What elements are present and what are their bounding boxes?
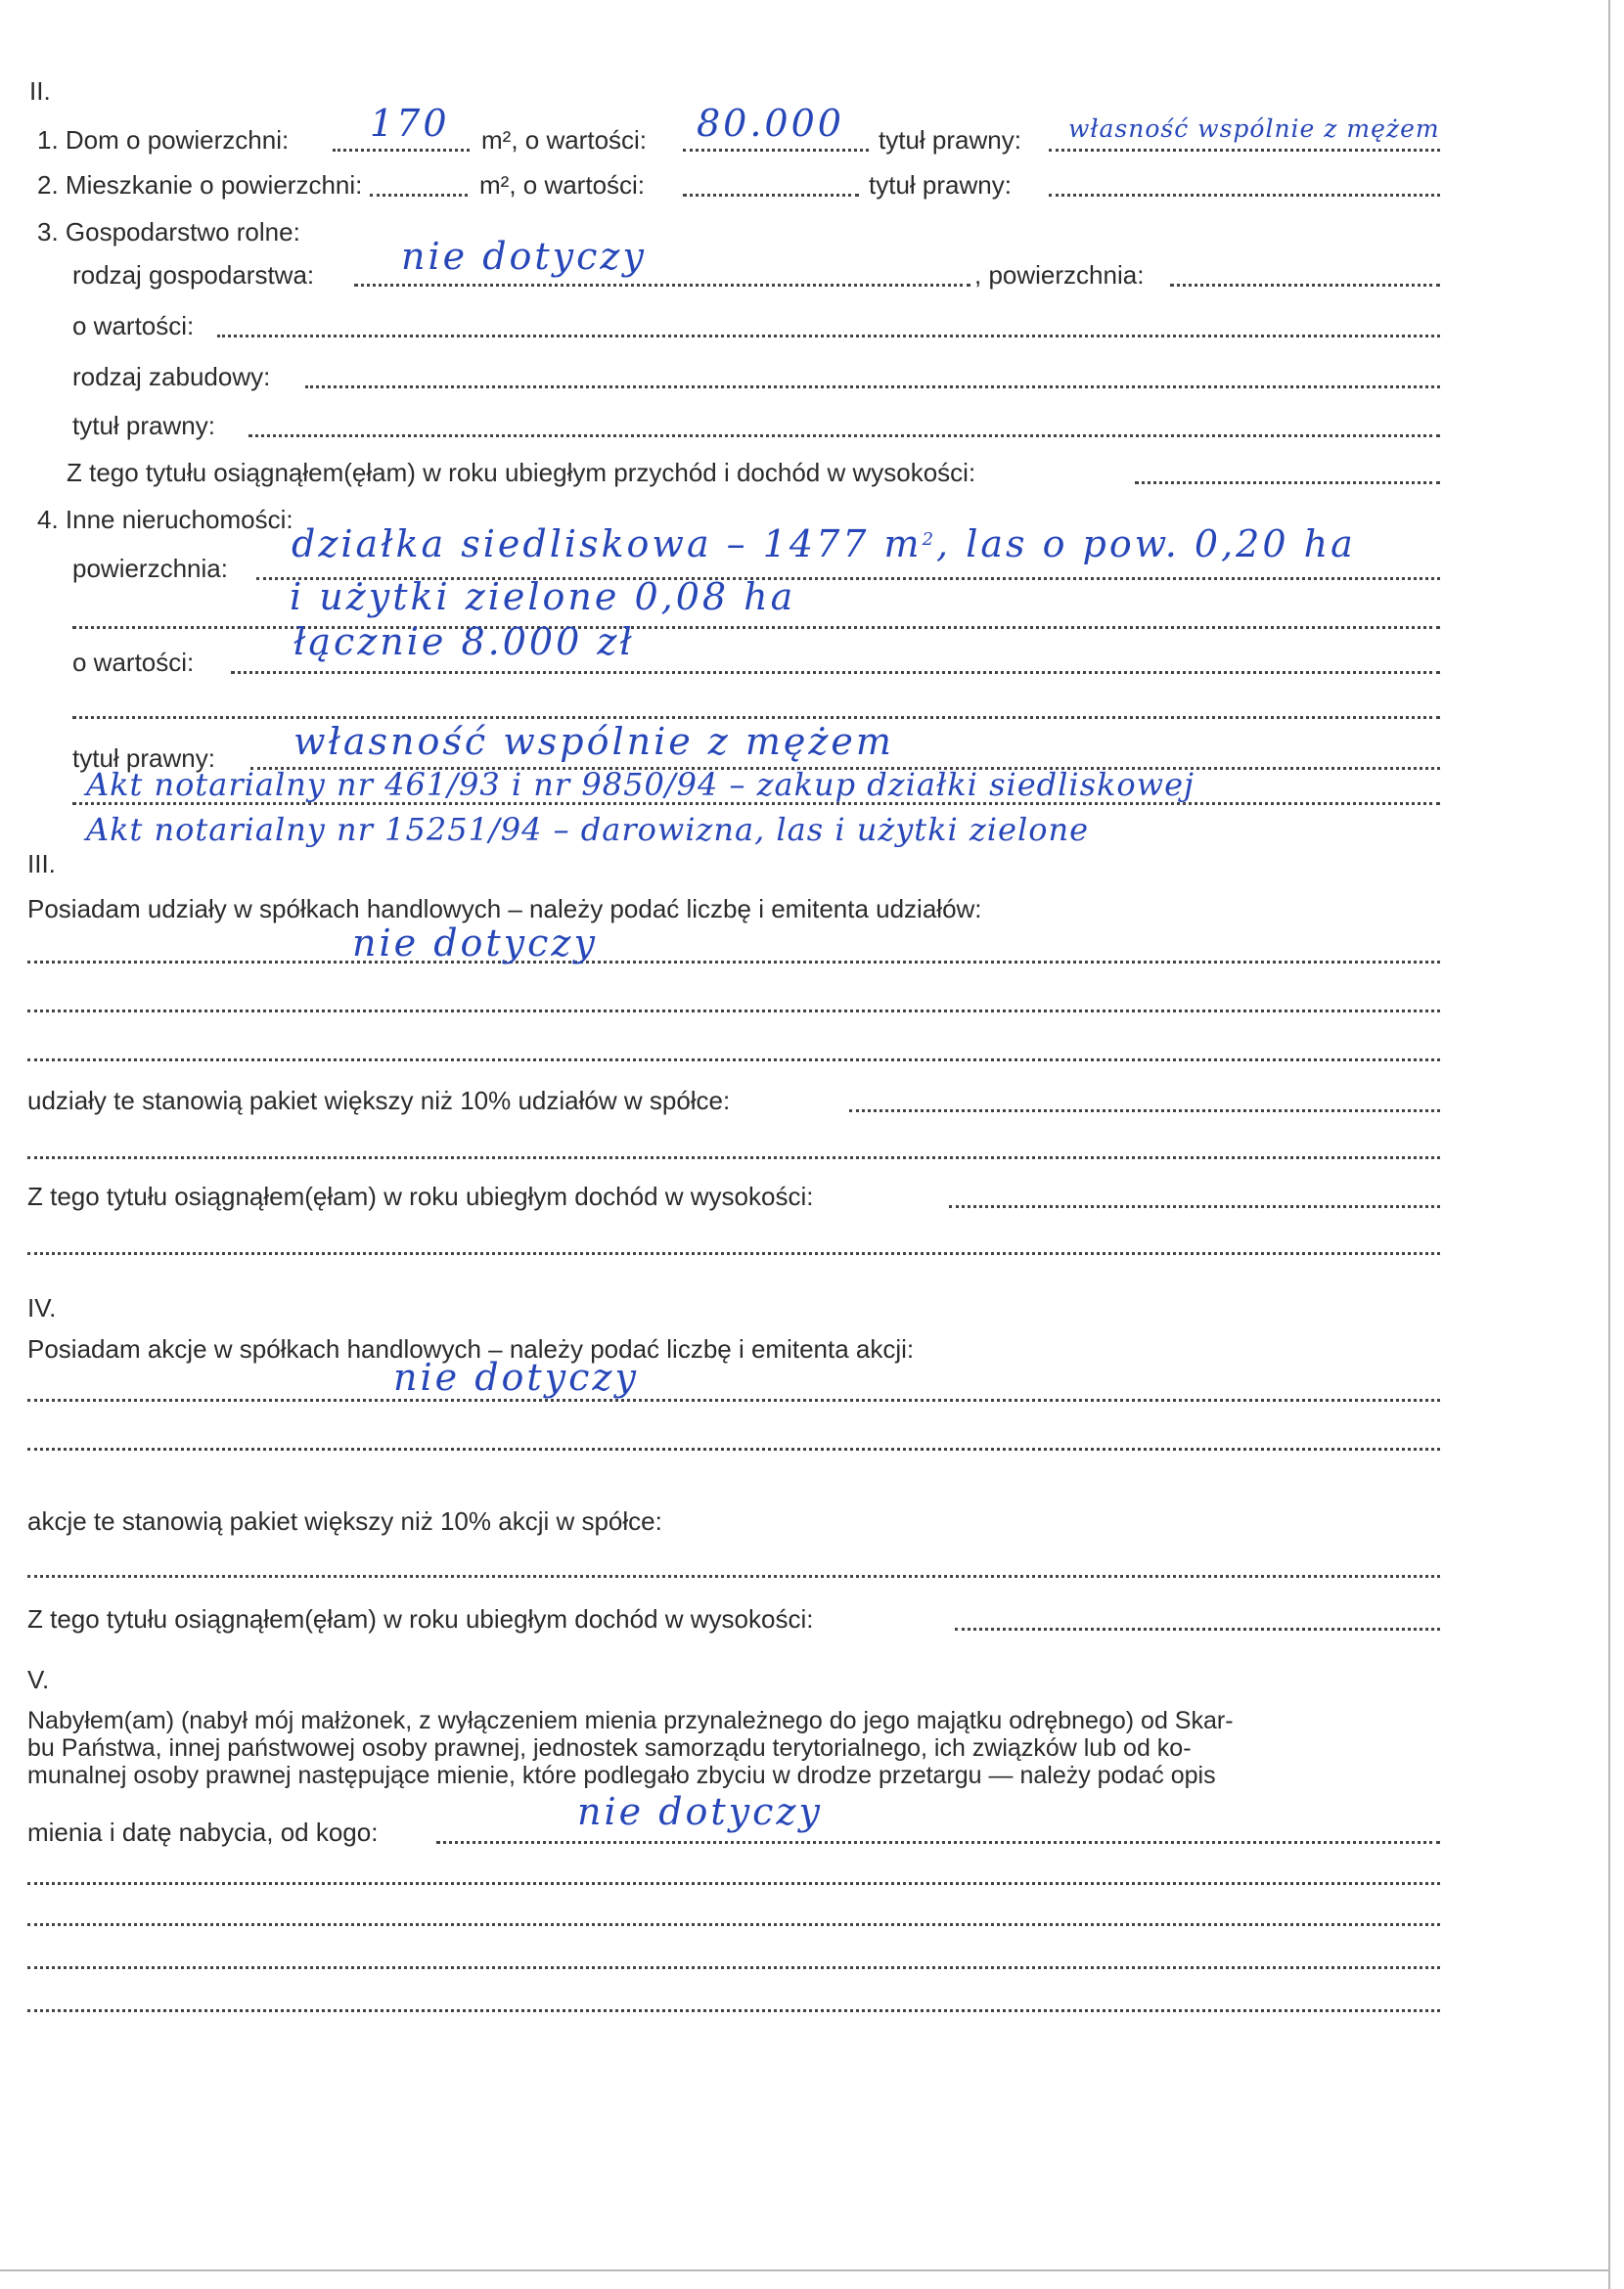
section-4-heading: IV. xyxy=(27,1293,57,1323)
udzialy-dochod: Z tego tytułu osiągnąłem(ęłam) w roku ubiegłym dochód w wysokości: xyxy=(27,1182,814,1211)
mienie-line-4: mienia i datę nabycia, od kogo: xyxy=(27,1818,379,1847)
section-5-heading: V. xyxy=(27,1665,50,1694)
mienie-answer: nie dotyczy xyxy=(577,1790,823,1833)
akcje-pakiet: akcje te stanowią pakiet większy niż 10% akcji w spółce: xyxy=(27,1506,662,1536)
udzialy-pakiet-line xyxy=(849,1109,1440,1112)
mieszkanie-title-label: tytuł prawny: xyxy=(869,170,1012,200)
dom-value-line xyxy=(683,149,869,152)
mienie-line-answer xyxy=(436,1841,1440,1844)
udzialy-pakiet: udziały te stanowią pakiet większy niż 10% udziałów w spółce: xyxy=(27,1086,731,1115)
mieszkanie-unit-label: m², o wartości: xyxy=(479,170,646,200)
inne-pow-value-1b-text: , las o pow. 0,20 ha xyxy=(936,522,1356,565)
gospodarstwo-rodzaj-line xyxy=(354,284,970,287)
mienie-line-5 xyxy=(27,1882,1440,1885)
mienie-line-6 xyxy=(27,1923,1440,1926)
mieszkanie-value-line xyxy=(683,194,859,197)
dom-value: 80.000 xyxy=(697,102,844,145)
inne-tytul-value: własność wspólnie z mężem xyxy=(293,720,894,763)
gospodarstwo-dochod-label: Z tego tytułu osiągnąłem(ęłam) w roku ubiegłym przychód i dochód w wysokości: xyxy=(67,458,976,487)
akcje-dochod-line xyxy=(955,1628,1440,1631)
gospodarstwo-rodzaj-value: nie dotyczy xyxy=(401,235,647,278)
section-2-heading: II. xyxy=(29,76,51,106)
mieszkanie-area-line xyxy=(370,194,468,197)
inne-extra-line xyxy=(72,716,1440,719)
udzialy-answer: nie dotyczy xyxy=(352,921,598,965)
inne-pow-value-1 xyxy=(292,522,1356,567)
akcje-line-3 xyxy=(27,1575,1440,1578)
gospodarstwo-label: 3. Gospodarstwo rolne: xyxy=(37,217,300,247)
gospodarstwo-wartosc-line xyxy=(217,335,1440,337)
inne-pow-label: powierzchnia: xyxy=(72,554,228,583)
mieszkanie-title-line xyxy=(1049,194,1440,197)
page-edge-right xyxy=(1608,0,1610,2289)
gospodarstwo-zabudowa-label: rodzaj zabudowy: xyxy=(72,362,271,391)
gospodarstwo-dochod-line xyxy=(1135,481,1440,484)
udzialy-line-5 xyxy=(27,1252,1440,1255)
inne-akt-1: Akt notarialny nr 461/93 i nr 9850/94 – zakup działki siedliskowej xyxy=(86,766,1195,803)
dom-title-value: własność wspólnie z mężem xyxy=(1068,114,1440,143)
dom-title-line xyxy=(1049,149,1440,152)
mienie-line-8 xyxy=(27,2009,1440,2012)
gospodarstwo-rodzaj-label: rodzaj gospodarstwa: xyxy=(72,260,315,290)
inne-wartosc-line xyxy=(231,671,1440,674)
dom-area-value: 170 xyxy=(370,102,450,145)
dom-title-label: tytuł prawny: xyxy=(879,125,1021,155)
inne-akt-2: Akt notarialny nr 15251/94 – darowizna, las i użytki zielone xyxy=(86,811,1089,848)
inne-label: 4. Inne nieruchomości: xyxy=(37,505,293,534)
gospodarstwo-pow-line xyxy=(1170,284,1440,287)
gospodarstwo-wartosc-label: o wartości: xyxy=(72,311,195,340)
udzialy-line-1 xyxy=(27,961,1440,964)
mienie-line-1: Nabyłem(am) (nabył mój małżonek, z wyłączeniem mienia przynależnego do jego majątku odrębnego) od Skar- xyxy=(27,1707,1234,1734)
inne-pow-line-2 xyxy=(72,626,1440,629)
akcje-dochod: Z tego tytułu osiągnąłem(ęłam) w roku ubiegłym dochód w wysokości: xyxy=(27,1604,814,1634)
mienie-line-7 xyxy=(27,1966,1440,1969)
inne-wartosc-label: o wartości: xyxy=(72,648,195,677)
inne-pow-value-1-text: działka siedliskowa – 1477 m xyxy=(292,522,923,565)
dom-label: 1. Dom o powierzchni: xyxy=(37,125,290,155)
udzialy-line-2 xyxy=(27,1010,1440,1012)
section-3-heading: III. xyxy=(27,849,56,878)
udzialy-line-3 xyxy=(27,1058,1440,1061)
dom-area-line xyxy=(333,149,470,152)
mienie-line-3: munalnej osoby prawnej następujące mienie, które podlegało zbyciu w drodze przetargu — należy podać opis xyxy=(27,1762,1216,1789)
gospodarstwo-zabudowa-line xyxy=(305,385,1440,388)
inne-pow-value-1-sup: 2 xyxy=(922,529,937,550)
akcje-line-1 xyxy=(27,1399,1440,1402)
akcje-answer: nie dotyczy xyxy=(393,1356,639,1399)
akcje-posiadam: Posiadam akcje w spółkach handlowych – należy podać liczbę i emitenta akcji: xyxy=(27,1334,915,1364)
mienie-line-2: bu Państwa, innej państwowej osoby prawnej, jednostek samorządu terytorialnego, ich związków lub od ko- xyxy=(27,1734,1192,1762)
mieszkanie-label: 2. Mieszkanie o powierzchni: xyxy=(37,170,363,200)
inne-wartosc-value: łącznie 8.000 zł xyxy=(293,620,635,663)
udzialy-dochod-line xyxy=(949,1205,1440,1208)
gospodarstwo-pow-label: , powierzchnia: xyxy=(974,260,1145,290)
akcje-line-2 xyxy=(27,1448,1440,1451)
udzialy-line-4 xyxy=(27,1156,1440,1159)
page-edge-bottom xyxy=(0,2269,1610,2271)
inne-tytul-label: tytuł prawny: xyxy=(72,743,215,773)
gospodarstwo-tytul-label: tytuł prawny: xyxy=(72,411,215,440)
dom-unit-label: m², o wartości: xyxy=(481,125,648,155)
inne-pow-value-2: i użytki zielone 0,08 ha xyxy=(290,575,796,618)
gospodarstwo-tytul-line xyxy=(248,434,1440,437)
udzialy-posiadam: Posiadam udziały w spółkach handlowych – należy podać liczbę i emitenta udziałów: xyxy=(27,894,982,923)
